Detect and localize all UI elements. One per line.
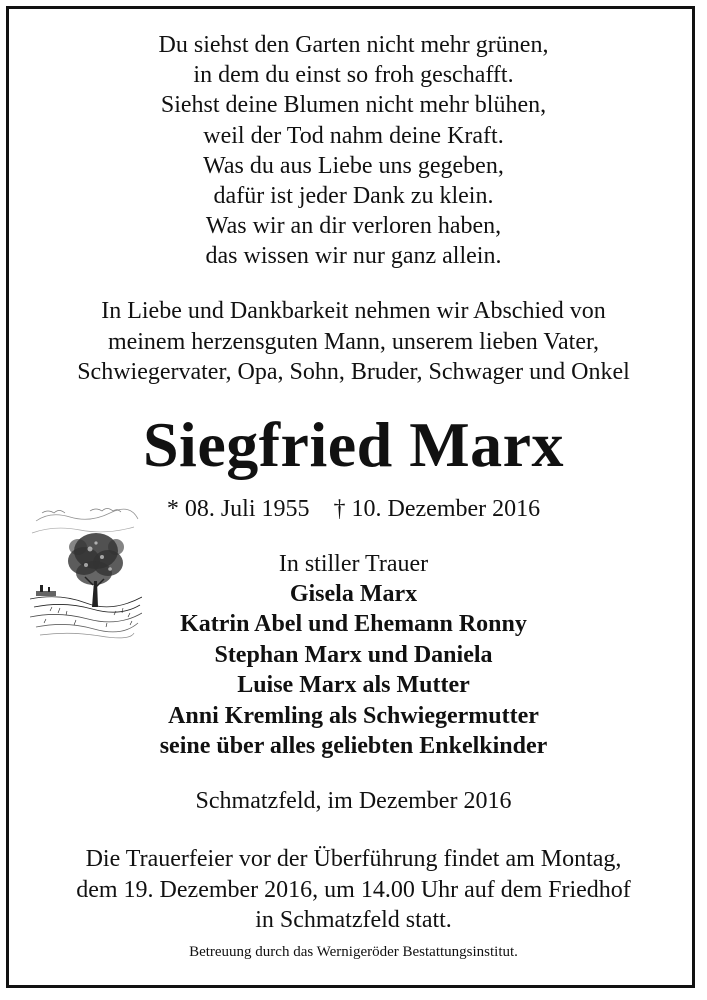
mourner-line: Katrin Abel und Ehemann Ronny bbox=[180, 611, 527, 638]
poem-line: dafür ist jeder Dank zu klein. bbox=[213, 183, 494, 210]
farewell-text bbox=[0, 296, 707, 388]
birth-date: * 08. Juli 1955 bbox=[166, 496, 310, 522]
farewell-line: In Liebe und Dankbarkeit nehmen wir Abschied von bbox=[101, 298, 606, 324]
mourners-list bbox=[0, 579, 707, 761]
service-line: dem 19. Dezember 2016, um 14.00 Uhr auf dem Friedhof bbox=[76, 876, 631, 903]
funeral-home-credit: Betreuung durch das Wernigeröder Bestattungsinstitut. bbox=[189, 944, 518, 960]
poem bbox=[0, 30, 707, 272]
poem-line: das wissen wir nur ganz allein. bbox=[205, 243, 502, 270]
farewell-line: Schwiegervater, Opa, Sohn, Bruder, Schwager und Onkel bbox=[77, 359, 630, 385]
farewell-line: meinem herzensguten Mann, unserem lieben Vater, bbox=[107, 328, 600, 355]
poem-line: Du siehst den Garten nicht mehr grünen, bbox=[158, 32, 549, 58]
mourner-line: Gisela Marx bbox=[289, 581, 418, 607]
deceased-name: Siegfried Marx bbox=[142, 409, 565, 480]
death-date: † 10. Dezember 2016 bbox=[333, 496, 541, 522]
service-line: in Schmatzfeld statt. bbox=[255, 907, 452, 934]
mourner-line: Anni Kremling als Schwiegermutter bbox=[168, 702, 539, 729]
poem-line: weil der Tod nahm deine Kraft. bbox=[203, 122, 504, 149]
mourner-line: Stephan Marx und Daniela bbox=[214, 641, 493, 668]
mourner-line: seine über alles geliebten Enkelkinder bbox=[159, 733, 548, 760]
mourning-intro: In stiller Trauer bbox=[278, 551, 429, 577]
poem-line: Was du aus Liebe uns gegeben, bbox=[203, 152, 504, 179]
poem-line: in dem du einst so froh geschafft. bbox=[193, 62, 514, 89]
place-date: Schmatzfeld, im Dezember 2016 bbox=[195, 788, 512, 814]
poem-line: Siehst deine Blumen nicht mehr blühen, bbox=[160, 92, 547, 119]
service-line: Die Trauerfeier vor der Überführung findet am Montag, bbox=[85, 846, 622, 872]
mourner-line: Luise Marx als Mutter bbox=[237, 672, 470, 699]
funeral-service-info bbox=[0, 844, 707, 936]
poem-line: Was wir an dir verloren haben, bbox=[205, 213, 502, 240]
